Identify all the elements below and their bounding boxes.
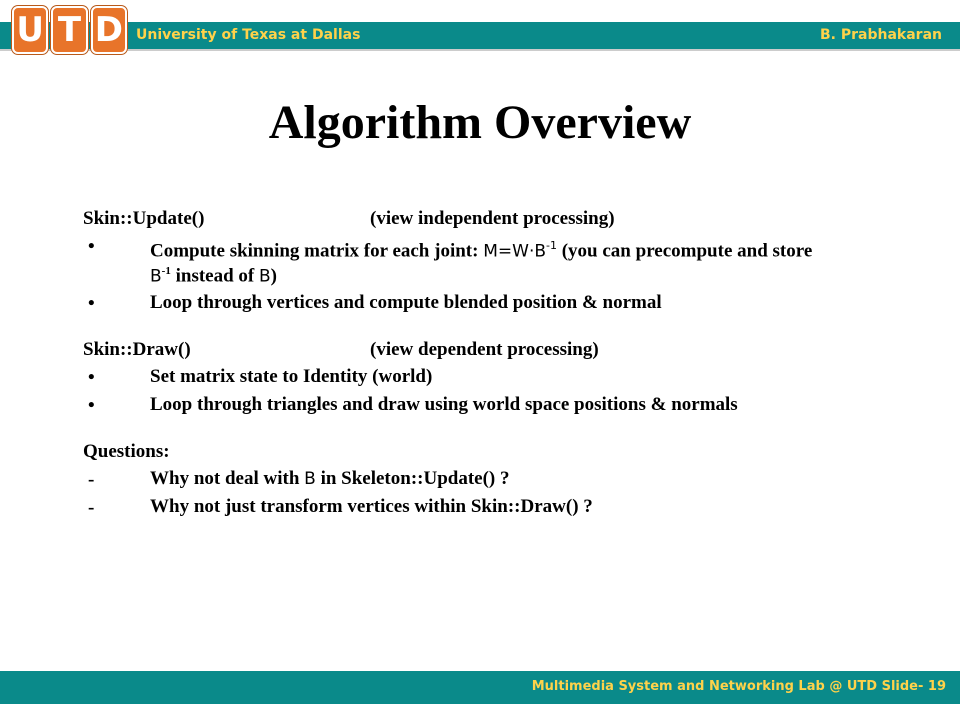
section-draw-heading <box>83 339 823 361</box>
bullet-text-part: (you can precompute and store <box>556 240 813 262</box>
bullet-marker: • <box>88 236 95 257</box>
university-name: University of Texas at Dallas <box>136 27 361 43</box>
bullet-text: Loop through triangles and draw using world space positions & normals <box>150 393 738 415</box>
slide-title: Algorithm Overview <box>268 96 692 149</box>
bullet-text: Set matrix state to Identity (world) <box>150 365 433 387</box>
dash-marker: - <box>88 496 95 518</box>
list-item <box>83 497 823 519</box>
question-text <box>150 469 823 491</box>
section-update-heading <box>83 208 823 230</box>
logo-letter-t: T <box>51 6 87 54</box>
question-text: Why not just transform vertices within Skin::Draw() ? <box>150 495 593 517</box>
spacer <box>83 417 823 441</box>
bullet-text-part: ) <box>270 265 277 287</box>
list-item <box>83 293 823 315</box>
formula: B <box>304 468 316 489</box>
formula: B <box>150 266 162 287</box>
list-item <box>83 236 823 287</box>
formula-superscript: -1 <box>546 239 557 252</box>
questions-heading: Questions: <box>83 440 170 462</box>
bullet-marker: • <box>88 394 95 416</box>
question-text-part: Why not deal with <box>150 467 305 489</box>
list-item <box>83 395 823 417</box>
list-item <box>83 367 823 389</box>
formula-superscript: -1 <box>161 265 171 278</box>
header-divider <box>0 49 960 51</box>
formula: M=W·B <box>483 241 547 262</box>
author-name: B. Prabhakaran <box>820 27 942 43</box>
spacer <box>83 315 823 339</box>
utd-logo <box>12 6 130 54</box>
footer-text: Multimedia System and Networking Lab @ UTD Slide- 19 <box>531 679 946 694</box>
update-heading-label: Skin::Update() <box>83 208 205 229</box>
bullet-marker: • <box>88 366 95 388</box>
logo-letter-u: U <box>12 6 48 54</box>
bullet-marker: • <box>88 292 95 314</box>
question-text-part: in Skeleton::Update() ? <box>315 467 510 489</box>
logo-letter-d: D <box>91 6 127 54</box>
formula: B <box>259 266 271 287</box>
draw-heading-note: (view dependent processing) <box>370 338 599 360</box>
slide-content <box>83 208 823 519</box>
bullet-text <box>150 236 823 287</box>
bullet-text-part: Compute skinning matrix for each joint: <box>150 240 484 262</box>
bullet-text-part: instead of <box>170 265 259 287</box>
list-item <box>83 469 823 491</box>
draw-heading-label: Skin::Draw() <box>83 338 191 360</box>
update-heading-note: (view independent processing) <box>370 208 615 229</box>
bullet-text: Loop through vertices and compute blended position & normal <box>150 291 662 313</box>
dash-marker: - <box>88 468 95 490</box>
